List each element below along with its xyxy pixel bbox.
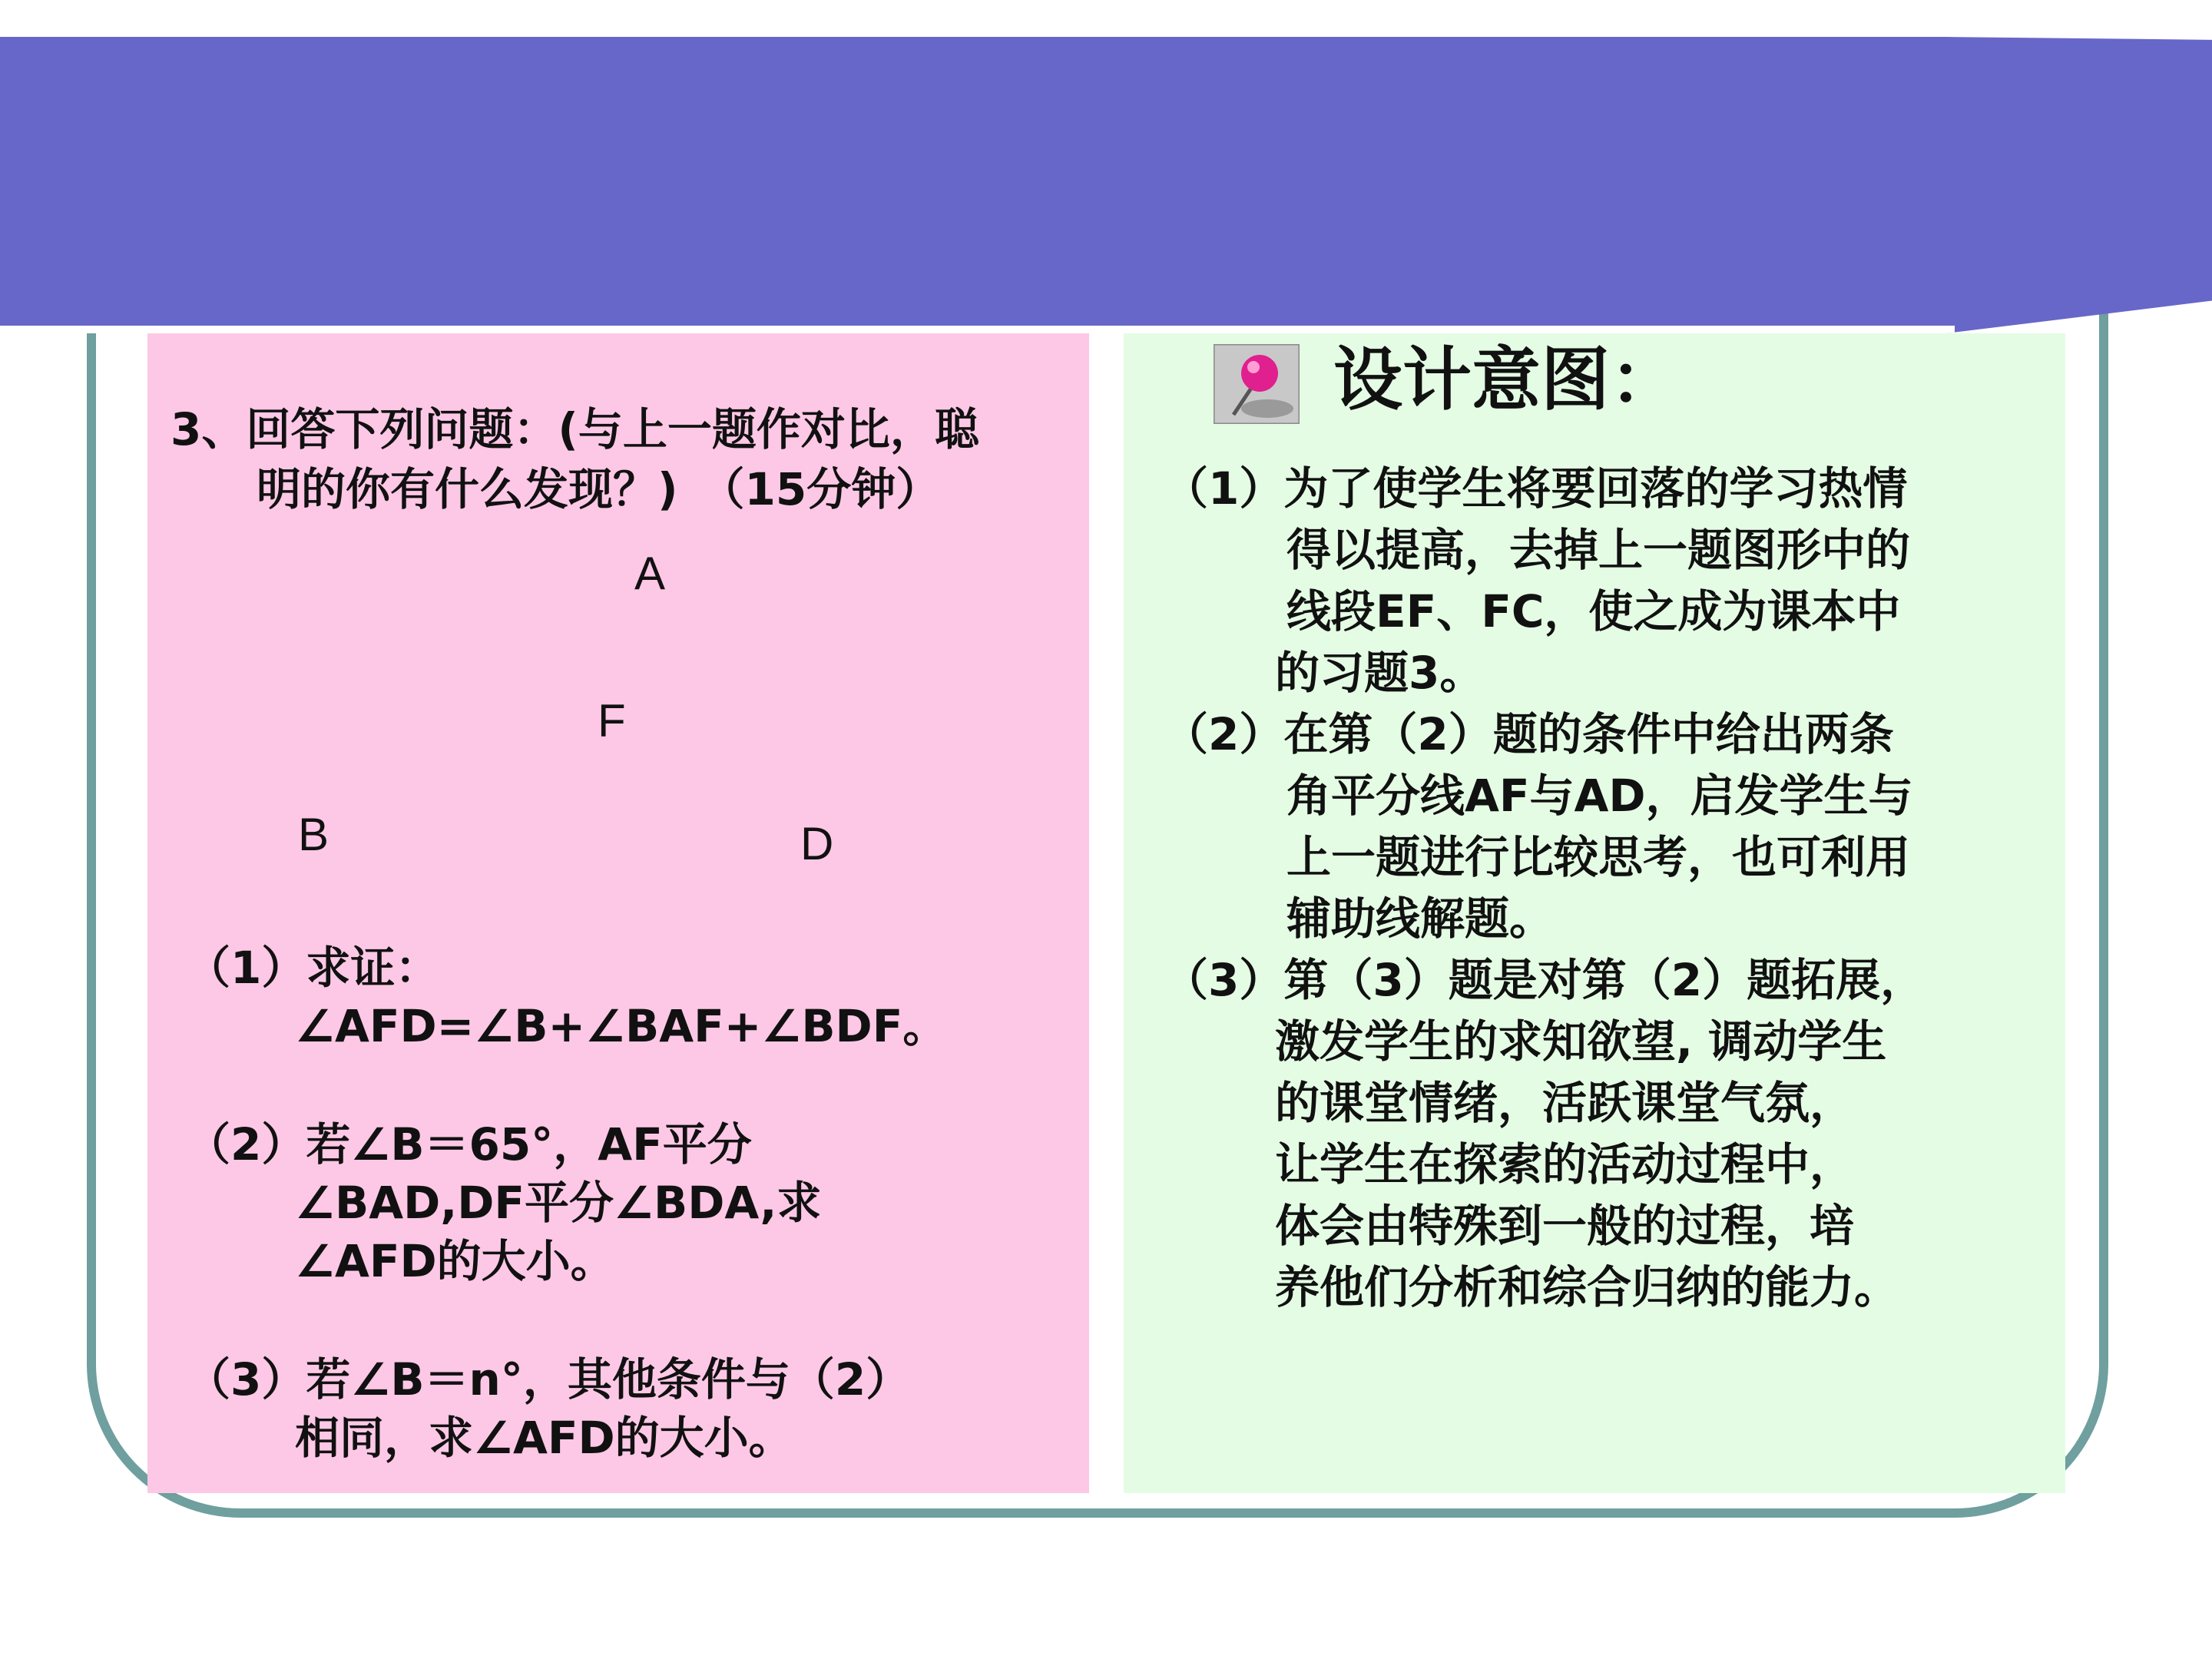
sub-question-1	[186, 939, 1077, 1055]
sub-question-2-line2: ∠BAD,DF平分∠BDA,求	[295, 1177, 822, 1229]
design-item-2-line3: 上一题进行比较思考，也可利用	[1286, 831, 1911, 883]
sub-question-2-line3: ∠AFD的大小。	[295, 1235, 615, 1287]
design-item-2	[1164, 704, 2047, 949]
design-item-3-line2: 激发学生的求知欲望, 调动学生	[1275, 1015, 1887, 1068]
point-label-b: B	[298, 809, 329, 860]
point-label-f: F	[598, 695, 626, 747]
sub-question-2	[186, 1115, 1077, 1290]
sub-question-1-line2: ∠AFD=∠B+∠BAF+∠BDF。	[295, 1000, 948, 1052]
design-item-3-line1: （3）第（3）题是对第（2）题拓展，	[1164, 954, 1926, 1006]
design-item-3	[1164, 949, 2047, 1318]
question-title-line1: 3、回答下列问题：(与上一题作对比，聪	[171, 403, 979, 455]
pushpin-icon	[1214, 344, 1300, 424]
sub-question-3-line1: （3）若∠B＝n°，其他条件与（2）	[186, 1353, 911, 1406]
design-item-3-line3: 的课堂情绪，活跃课堂气氛，	[1275, 1077, 1855, 1129]
sub-question-3	[186, 1350, 1077, 1467]
design-item-1-line2: 得以提高，去掉上一题图形中的	[1286, 524, 1911, 576]
point-label-a: A	[634, 548, 666, 599]
design-item-3-line6: 养他们分析和综合归纳的能力。	[1275, 1261, 1899, 1313]
design-item-2-line2: 角平分线AF与AD，启发学生与	[1286, 770, 1913, 822]
sub-question-1-line1: （1）求证：	[186, 942, 440, 994]
question-title	[171, 399, 1077, 519]
sub-question-3-line2: 相同，求∠AFD的大小。	[295, 1412, 793, 1464]
design-item-1	[1164, 458, 2047, 704]
point-label-d: D	[800, 818, 834, 869]
design-item-3-line5: 体会由特殊到一般的过程，培	[1275, 1200, 1855, 1252]
design-item-2-line4: 辅助线解题。	[1286, 892, 1555, 945]
design-heading: 设计意图：	[1333, 339, 1679, 420]
design-item-1-line4: 的习题3。	[1275, 647, 1485, 699]
design-item-2-line1: （2）在第（2）题的条件中给出两条	[1164, 708, 1894, 760]
design-item-3-line4: 让学生在探索的活动过程中，	[1275, 1138, 1855, 1190]
design-item-1-line3: 线段EF、FC，使之成为课本中	[1286, 585, 1901, 637]
design-item-1-line1: （1）为了使学生将要回落的学习热情	[1164, 462, 1908, 515]
header-banner	[0, 37, 2212, 333]
sub-question-2-line1: （2）若∠B＝65°，AF平分	[186, 1118, 752, 1171]
question-title-line2: 明的你有什么发现？) （15分钟）	[257, 463, 941, 515]
